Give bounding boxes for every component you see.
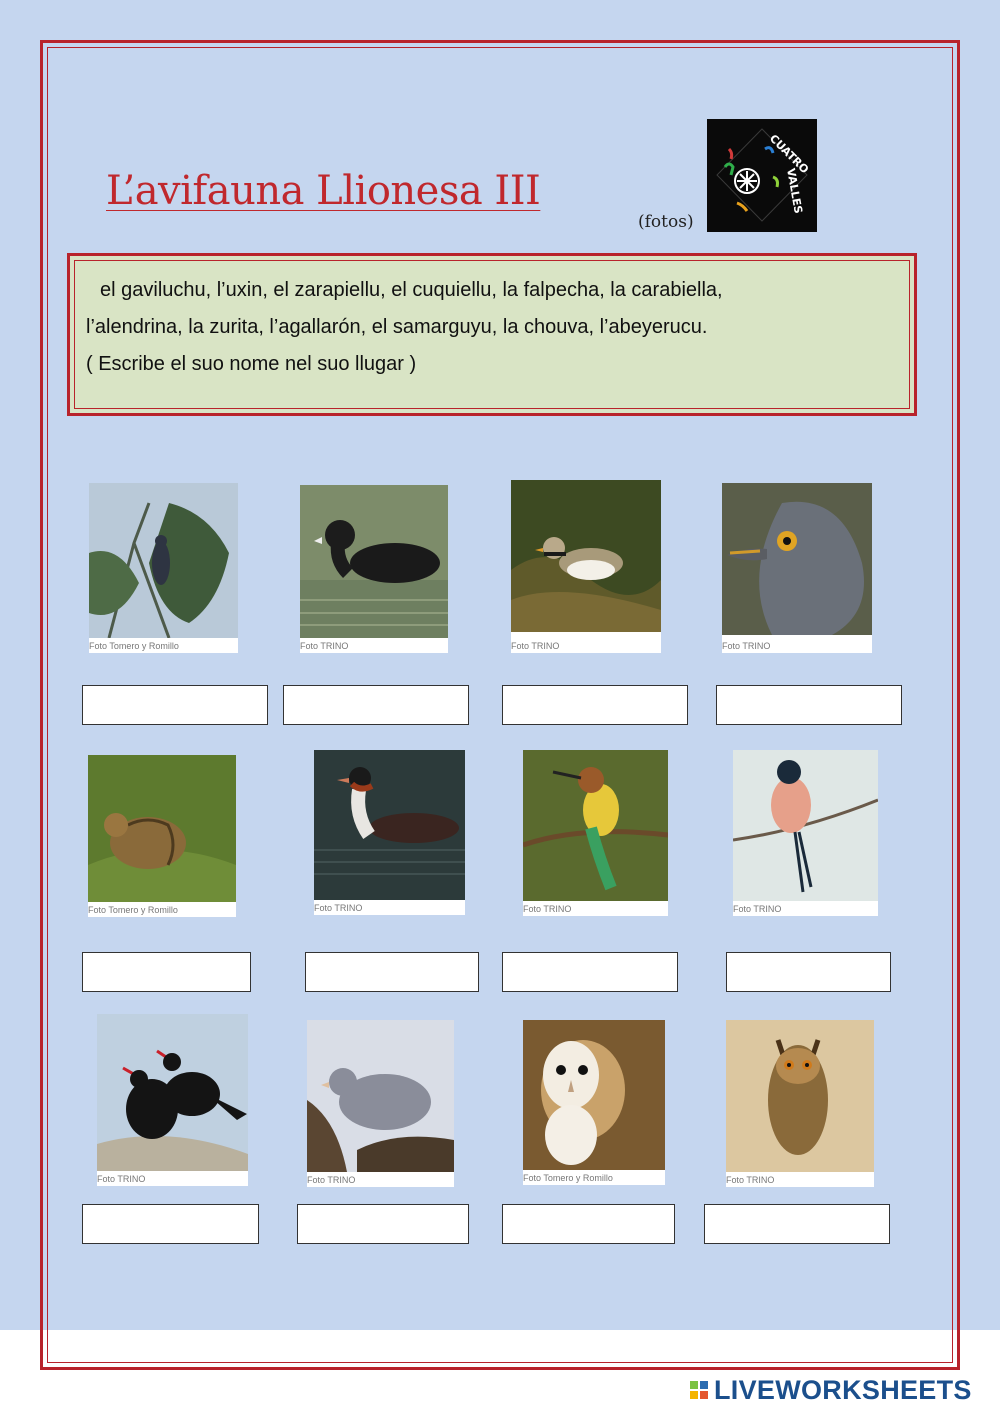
bird-photo-12 bbox=[726, 1020, 874, 1187]
bird-photo-2 bbox=[300, 485, 448, 653]
brand-name: LIVEWORKSHEETS bbox=[714, 1374, 972, 1405]
photo-caption: Foto Tomero y Romillo bbox=[523, 1173, 613, 1183]
instructions-box bbox=[67, 253, 917, 416]
bird-photo-3 bbox=[511, 480, 661, 653]
photo-caption: Foto TRINO bbox=[300, 641, 349, 651]
answer-field-12[interactable] bbox=[704, 1204, 890, 1244]
photo-caption: Foto TRINO bbox=[722, 641, 771, 651]
photo-caption: Foto Tomero y Romillo bbox=[88, 905, 178, 915]
bird-photo-10 bbox=[307, 1020, 454, 1187]
answer-field-5[interactable] bbox=[82, 952, 251, 992]
cuatro-valles-logo bbox=[707, 119, 817, 232]
photo-caption: Foto TRINO bbox=[523, 904, 572, 914]
photo-caption: Foto TRINO bbox=[97, 1174, 146, 1184]
logo-text-top: CUATRO bbox=[766, 131, 812, 177]
bird-photo-5 bbox=[88, 755, 236, 917]
photo-caption: Foto Tomero y Romillo bbox=[89, 641, 179, 651]
instructions-directive: ( Escribe el suo nome nel suo llugar ) bbox=[86, 353, 417, 375]
photo-caption: Foto TRINO bbox=[726, 1175, 775, 1185]
photo-caption: Foto TRINO bbox=[733, 904, 782, 914]
bird-photo-8 bbox=[733, 750, 878, 916]
bird-photo-11 bbox=[523, 1020, 665, 1185]
fotos-label: (fotos) bbox=[638, 212, 694, 232]
photo-caption: Foto TRINO bbox=[314, 903, 363, 913]
instructions-word-list-2: l’alendrina, la zurita, l’agallarón, el samarguyu, la chouva, l’abeyerucu. bbox=[86, 316, 708, 338]
answer-field-2[interactable] bbox=[283, 685, 469, 725]
bird-photo-9 bbox=[97, 1014, 248, 1186]
answer-field-1[interactable] bbox=[82, 685, 268, 725]
answer-field-8[interactable] bbox=[726, 952, 891, 992]
bird-photo-1 bbox=[89, 483, 238, 653]
worksheet-title: L’avifauna Llionesa III bbox=[106, 168, 541, 214]
bird-photo-6 bbox=[314, 750, 465, 915]
answer-field-4[interactable] bbox=[716, 685, 902, 725]
instructions-word-list-1: el gaviluchu, l’uxin, el zarapiellu, el cuquiellu, la falpecha, la carabiella, bbox=[100, 279, 723, 301]
answer-field-6[interactable] bbox=[305, 952, 479, 992]
liveworksheets-brand[interactable] bbox=[690, 1374, 972, 1406]
photo-caption: Foto TRINO bbox=[307, 1175, 356, 1185]
answer-field-11[interactable] bbox=[502, 1204, 675, 1244]
bird-photo-7 bbox=[523, 750, 668, 916]
liveworksheets-logo-icon bbox=[690, 1381, 708, 1399]
answer-field-3[interactable] bbox=[502, 685, 688, 725]
answer-field-9[interactable] bbox=[82, 1204, 259, 1244]
bird-photo-4 bbox=[722, 483, 872, 653]
answer-field-10[interactable] bbox=[297, 1204, 469, 1244]
photo-caption: Foto TRINO bbox=[511, 641, 560, 651]
answer-field-7[interactable] bbox=[502, 952, 678, 992]
logo-text-side: VALLES bbox=[784, 167, 805, 215]
